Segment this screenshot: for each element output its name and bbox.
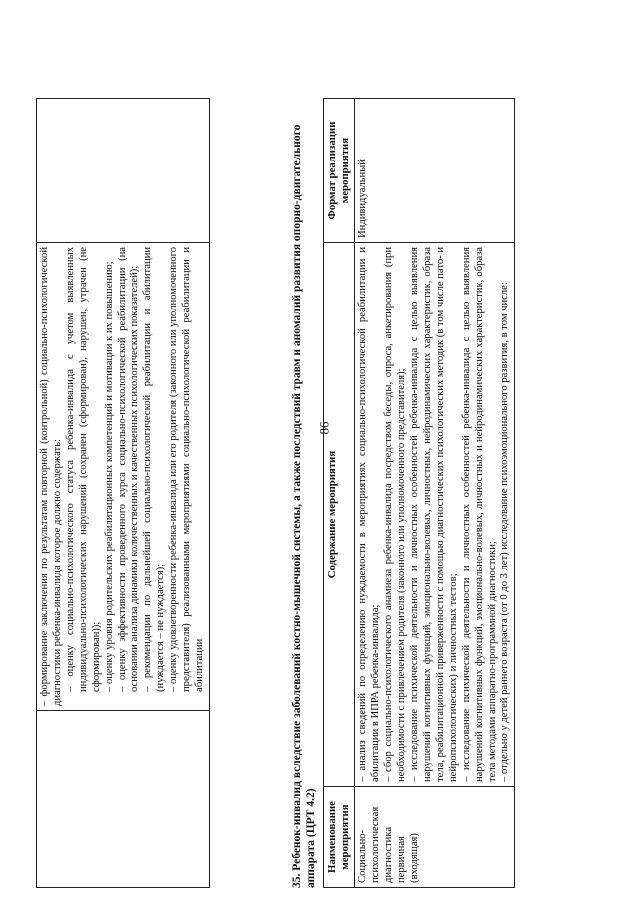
page-number: 86: [316, 421, 332, 435]
continuation-table: [36, 98, 210, 888]
list-item: – оценку социально-психологического статуса ребенка-инвалида с учетом выявленных индивидуально-психологических нарушений (сохранен (сформирован), нарушен, утрачен (не сформирован));: [64, 247, 102, 692]
measures-table: [323, 98, 515, 888]
empty-format-cell: [37, 99, 210, 243]
criteria-list: [65, 247, 207, 706]
list-item: – анализ сведений по определению нуждаемости в мероприятиях социально-психологической реабилитации и абилитации в ИПРА ребенка-инвалида;: [357, 247, 382, 782]
list-item: – отдельно у детей раннего возраста (от 0 до 3 лет) исследование психоэмоционального развития, в том числе:: [499, 282, 511, 782]
measure-content: [355, 243, 515, 787]
list-item: – исследование психической деятельности и личностных особенностей ребенка-инвалида с целью выявления нарушений когнитивных функций, эмоционально-волевых, личностных, нейродинамических характеристик, образа тела, реабилитационной приверженности с помощью диагностических психологических методик (в том числе пато- и нейропсихологических) и личностных тестов;: [409, 247, 459, 782]
list-item: – оценку удовлетворенности ребенка-инвалида или его родителя (законного или уполномоченного представителя) реализованными мероприятиями социально-психологической реабилитации и абилитации: [168, 246, 206, 692]
list-item: – исследование психической деятельности и личностных особенностей ребенка-инвалида с целью выявления нарушений когнитивных функций, эмоционально-волевых, личностных и нейродинамических характеристик, образа тела методами аппаратно-программной диагностики;: [460, 247, 498, 782]
column-header-format: Формат реализации мероприятия: [324, 99, 355, 243]
list-item: – оценку уровня родительских реабилитационных компетенций и мотивации к их повышению;: [103, 261, 115, 692]
measure-name: Социально-психологическая диагностика первичная (входящая): [355, 787, 515, 888]
header-row: [324, 99, 355, 888]
measure-format: Индивидуальный: [355, 99, 515, 243]
section-heading: 35. Ребенок-инвалид вследствие заболеваний костно-мышечной системы, а также последствий травм и аномалий развития опорно-двигательного аппарата (ЦРТ 4.2): [291, 124, 318, 888]
rotated-content: [18, 13, 618, 888]
content-list: [357, 247, 512, 782]
list-item: – сбор социально-психологического анамнеза ребенка-инвалида посредством беседы, опроса, анкетирования (при необходимости с привлечением родителя (законного или уполномоченного представителя);: [383, 247, 408, 782]
list-item: – оценку эффективности проведенного курса социально-психологической реабилитации (на основании анализа динамики количественных и качественных психологических показателей);: [116, 247, 141, 692]
content-cell: [37, 243, 210, 711]
intro-text: – формирование заключения по результатам повторной (контрольной) социально-психологической диагностики ребенка-инвалида которое должно содержать:: [39, 247, 63, 706]
table-row: [37, 99, 210, 888]
table-row: [355, 99, 515, 888]
list-item: – рекомендации по дальнейшей социально-психологической реабилитации и абилитации (нуждается – не нуждается);: [142, 247, 167, 692]
column-header-content: Содержание мероприятия: [324, 243, 355, 787]
column-header-name: Наименование мероприятия: [324, 787, 355, 888]
empty-name-cell: [37, 711, 210, 888]
